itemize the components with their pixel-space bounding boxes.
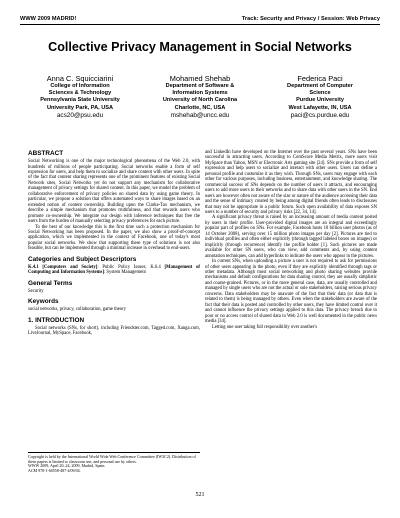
author-2 <box>144 74 256 119</box>
author-affiliation-line: Sciences & Technology <box>48 90 112 97</box>
author-affiliation-line: Department of Software & <box>165 83 235 89</box>
categories-heading: Categories and Subject Descriptors <box>28 255 137 263</box>
abstract-heading: ABSTRACT <box>28 150 64 157</box>
left-column <box>28 150 200 337</box>
copyright-venue: WWW 2009, April 20–24, 2009, Madrid, Spain. <box>28 463 106 469</box>
author-affiliation-line: Charlotte, NC, USA <box>174 104 226 111</box>
author-affiliation-line: Department of Computer <box>287 83 353 89</box>
right-column <box>205 150 377 330</box>
category-k64-rest: : System Management <box>103 270 146 276</box>
copyright-isbn: ACM 978-1-60558-487-4/09/04. <box>28 467 81 473</box>
author-email: paci@cs.purdue.edu <box>290 111 350 119</box>
introduction-heading: 1. INTRODUCTION <box>28 316 85 324</box>
author-email: acs20@psu.edu <box>56 111 104 119</box>
author-name: Mohamed Shehab <box>169 74 231 83</box>
abstract-paragraph-2: To the best of our knowledge this is the first time such a protection mechanism for Social Networking has been proposed. In the paper, we also show a proof-of-concept application, which we implemented in the context of Facebook, one of today's most popular social networks. We show that supporting these type of solutions is not also feasible, but can be implemented through a minimal increase in overhead to end-users. <box>28 224 200 252</box>
keywords-heading: Keywords <box>28 298 59 306</box>
general-terms-text: Security <box>28 288 44 294</box>
author-email: mshehab@uncc.edu <box>170 111 230 119</box>
author-affiliation-line: University of North Carolina <box>162 97 238 104</box>
copyright-notice <box>28 452 200 473</box>
author-3 <box>264 74 376 119</box>
body-paragraph-4: Letting one user taking full responsibility over another's <box>212 324 318 330</box>
copyright-line: Copyright is held by the International World Wide Web Conference Committee (IW3C2). Distribution of these papers is limited to classroom use, and personal use by others. <box>28 454 196 464</box>
category-k41-rest: : Public Policy Issues; K.6.4 <box>97 264 165 270</box>
author-affiliation-line: West Lafayette, IN, USA <box>288 104 352 111</box>
body-paragraph-2: A significant privacy threat is raised by an increasing amount of media content posted by users in their profile. User-provided digital images are an integral and exceedingly popular part of profiles on SNs. For example, Facebook hosts 10 billion user photos (as of 14 October 2008), serving over 15 million photo images per day [2]. Pictures are tied to individual profiles and often either explicitly (through tagged labeled boxes on images) or implicitly (through recurrence) identify the profile holder [1]. Such pictures are made available for other SN users, who can view, add comments and, by using content annotation techniques, can add hyperlinks to indicate the users who appear in the pictures. <box>205 215 377 259</box>
conference-label: WWW 2009 MADRID! <box>20 16 77 22</box>
general-terms-heading: General Terms <box>28 279 73 287</box>
header-rule <box>20 24 380 25</box>
body-paragraph-3: In current SNs, when uploading a picture a user is not required to ask for permissions of other users appearing in the photo, even if they are explicitly identified through tags or other metadata. Although most social networking and photo sharing websites provide mechanisms and default configurations for data sharing control, they are usually simplistic and coarse-grained. Pictures, or in the more general case, data, are usually controlled and managed by single users who are not the actual or sole stakeholders, raising serious privacy concerns. Data stakeholders may be unaware of the fact that their data (or data that is related to them) is being managed by others. Even when the stakeholders are aware of the fact that their data is posted and controlled by other users, they have limited control over it and cannot influence the privacy settings applied to this data. The privacy breach due to poor or no access control of shared data in Web 2.0 is well documented in the public news media [34]. <box>205 259 377 325</box>
author-affiliation-line: Information Systems <box>172 90 228 97</box>
category-k41: K.4.1 [Computers and Society] <box>28 264 98 270</box>
author-name: Anna C. Squicciarini <box>46 74 114 83</box>
author-affiliation-line: University Park, PA, USA <box>46 104 114 111</box>
category-k64: [Management of Computing and Information Systems] <box>28 264 200 276</box>
keywords-text: social networks, privacy, collaboration, game theory <box>28 307 127 313</box>
author-affiliation-line: Science <box>309 90 331 97</box>
categories-text <box>28 265 200 276</box>
abstract-paragraph-1: Social Networking is one of the major technological phenomena of the Web 2.0, with hundreds of millions of people participating. Social networks enable a form of self expression for users, and help them to socialize and share content with other users. In spite of the fact that content sharing represents one of the prominent features of existing Social Network sites, Social Networks yet do not support any mechanism for collaborative management of privacy settings for shared content. In this paper, we model the problem of collaborative enforcement of privacy policies on shared data by using game theory. In particular, we propose a solution that offers automated ways to share images based on an extended notion of content ownership. Building upon the Clarke-Tax mechanism, we describe a simple mechanism that promotes truthfulness, and that rewards users who promote co-ownership. We integrate our design with inference techniques that free the users from the burden of manually selecting privacy preferences for each picture. <box>28 159 200 225</box>
author-name: Federica Paci <box>297 74 343 83</box>
track-label: Track: Security and Privacy / Session: Web Privacy <box>241 16 380 22</box>
author-1 <box>24 74 136 119</box>
introduction-paragraph-1: Social networks (SNs, for short), including Friendster.com, Tagged.com, Xanga.com, LiveJournal, MySpace, Facebook, <box>28 325 200 337</box>
body-paragraph-1: and LinkedIn have developed on the Internet over the past several years. SNs have been successful in attracting users. According to ComScore Media Metrix, more users visit MySpace than Yahoo, MSN or Electronic Arts gaming site [24]. SNs provide a form of self expression and help users to socialize and interact with other users. Users can define a personal profile and customize it as they wish. Through SNs, users may engage with each other for various purposes, including business, entertainment, and knowledge sharing. The commercial success of SNs depends on the number of users it attracts, and encouraging users to add more users to their networks and to share data with other users in the SN. End users are however often not aware of the size or nature of the audience accessing their data and the sense of intimacy created by being among digital friends often leads to disclosures that may not be appropriate in a public forum. Such open availability of data exposes SN users to a number of security and privacy risks [22, 34, 14]. <box>205 150 377 215</box>
author-block <box>24 74 376 119</box>
paper-title: Collective Privacy Management in Social Networks <box>48 40 352 54</box>
author-affiliation-line: Pennsylvania State University <box>40 97 120 104</box>
author-affiliation-line: Purdue University <box>296 97 344 104</box>
page-number: 521 <box>195 492 205 498</box>
running-header <box>20 16 380 22</box>
author-affiliation-line: College of Information <box>50 83 110 89</box>
